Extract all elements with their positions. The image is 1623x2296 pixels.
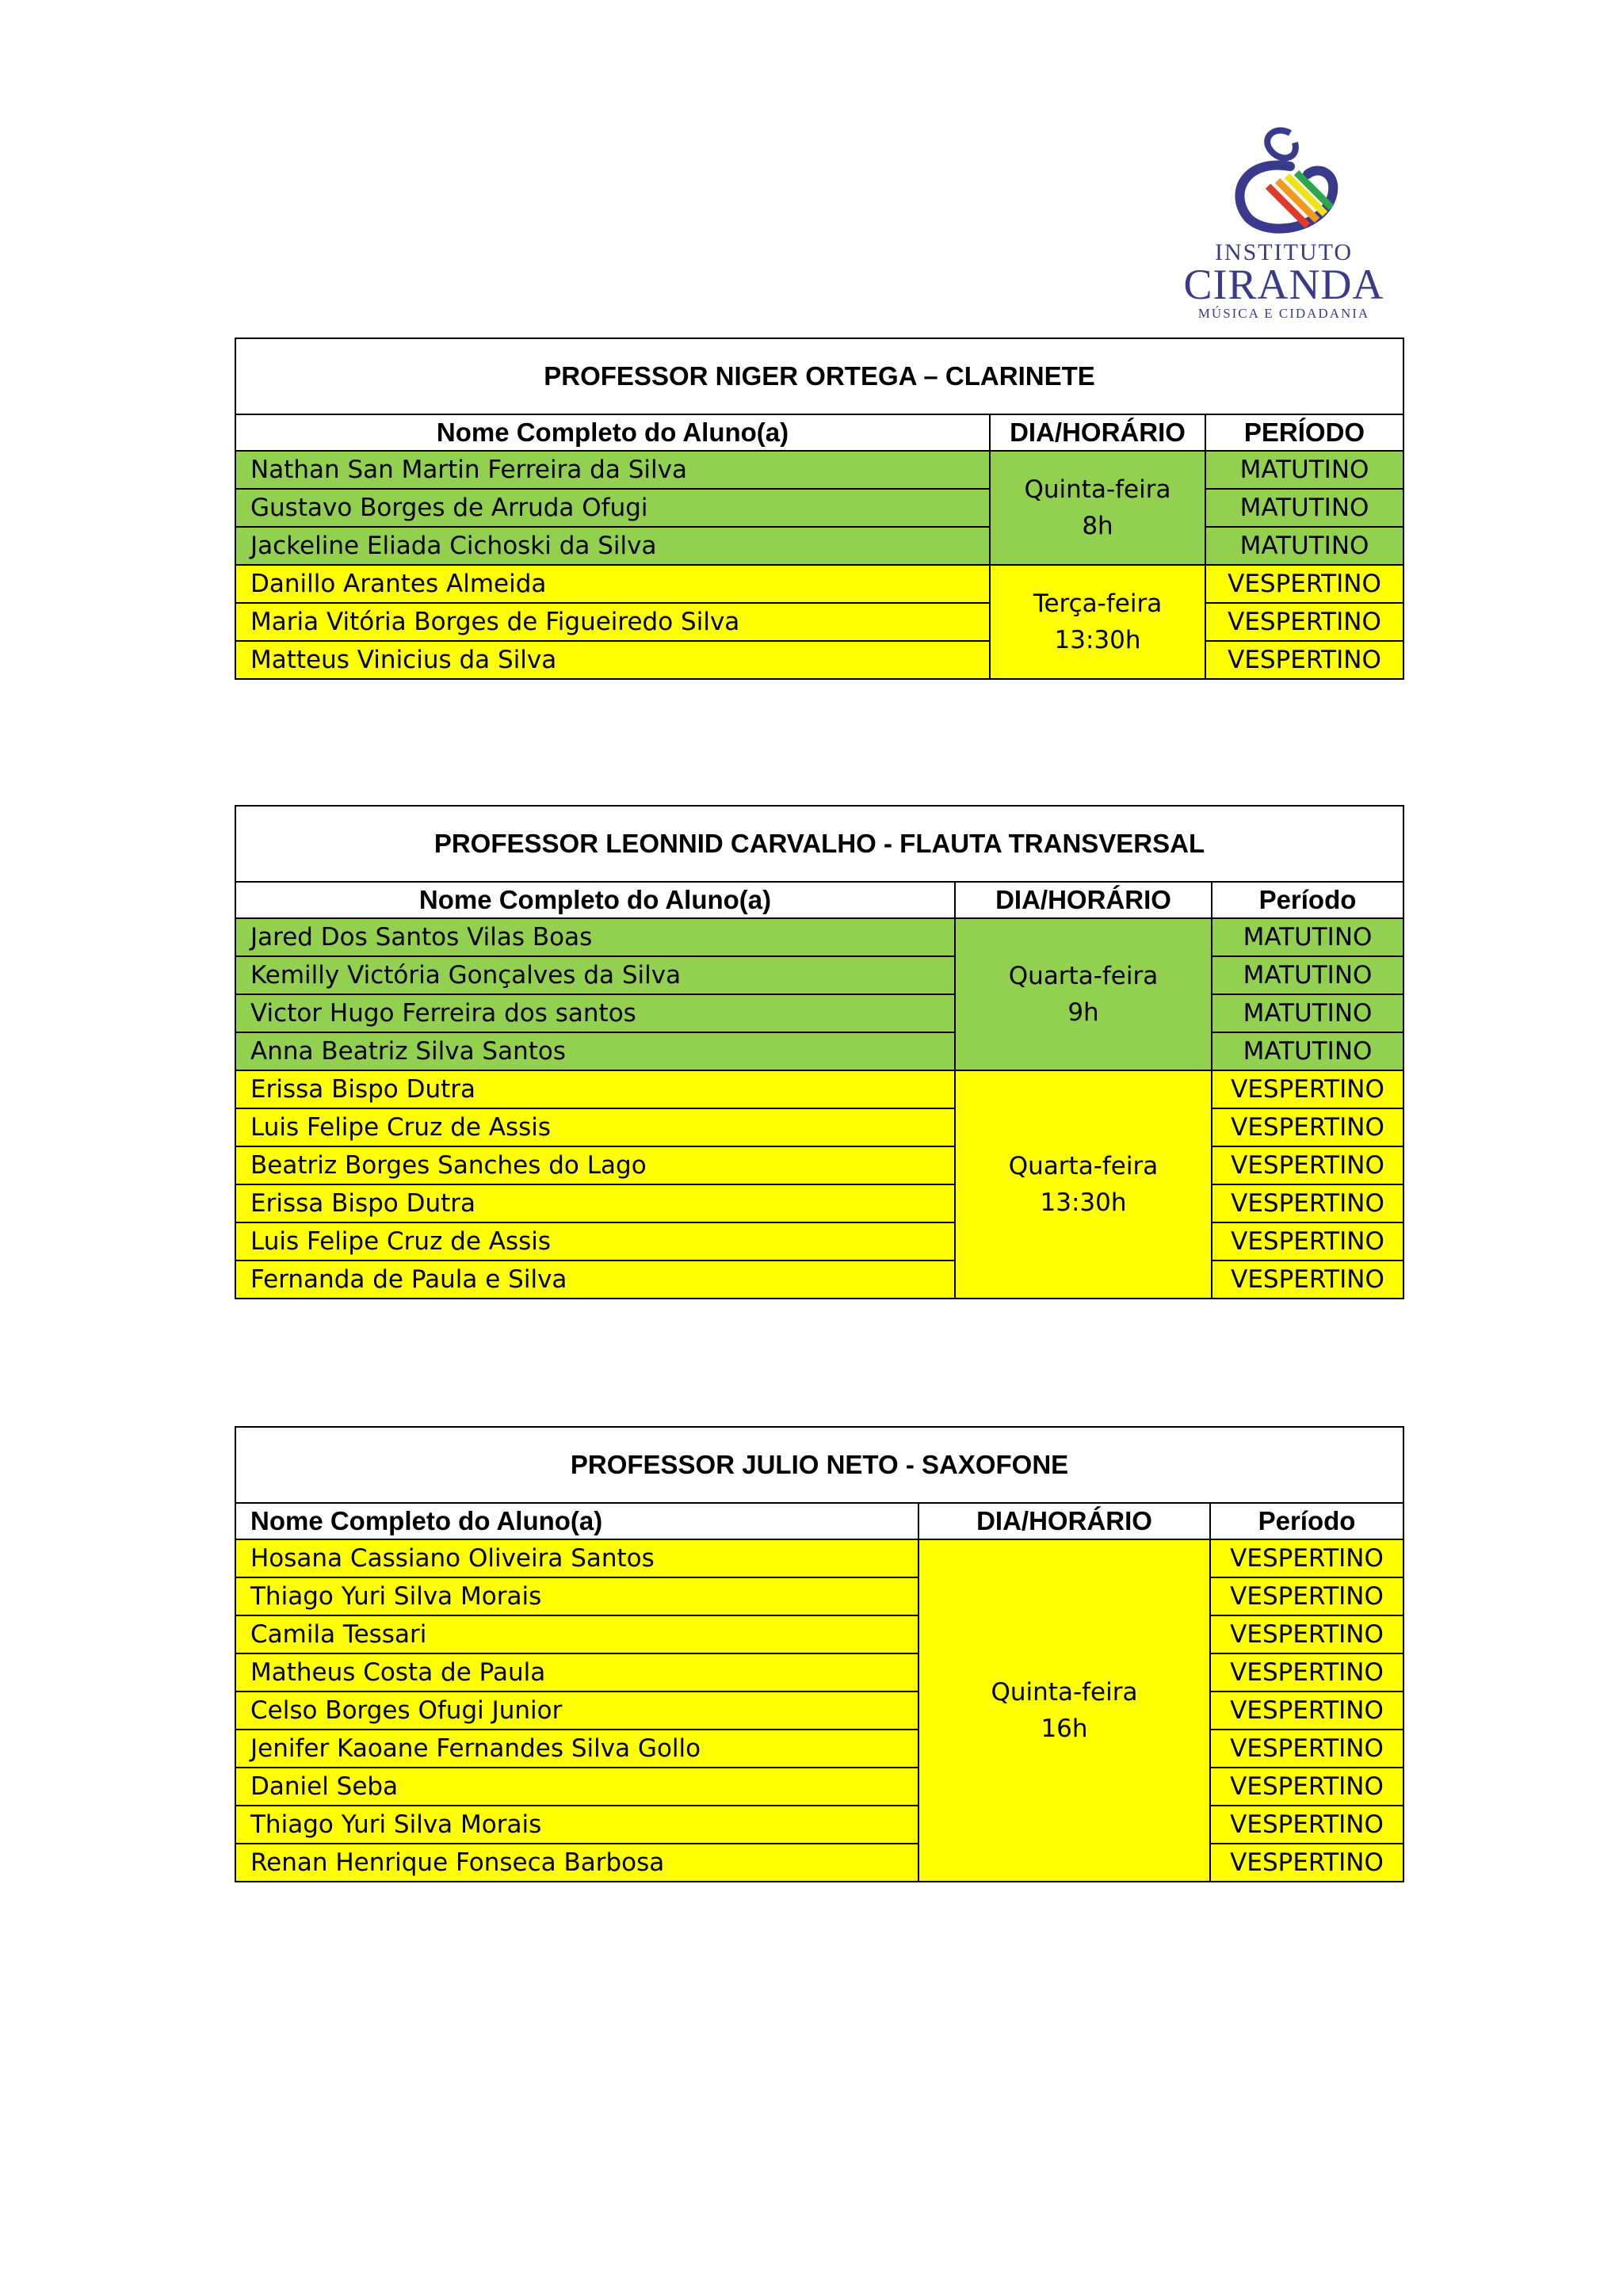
period: VESPERTINO [1212, 1108, 1403, 1146]
student-name: Thiago Yuri Silva Morais [235, 1806, 918, 1844]
time-label: 8h [1082, 512, 1113, 540]
student-name: Anna Beatriz Silva Santos [235, 1032, 955, 1070]
header-period: PERÍODO [1205, 414, 1403, 451]
student-name: Victor Hugo Ferreira dos santos [235, 994, 955, 1032]
day-time-cell [918, 1539, 1210, 1882]
table-title: PROFESSOR JULIO NETO - SAXOFONE [235, 1427, 1403, 1503]
table-row [235, 1653, 1403, 1691]
student-name: Hosana Cassiano Oliveira Santos [235, 1539, 918, 1577]
period: VESPERTINO [1210, 1615, 1403, 1653]
header-period: Período [1212, 882, 1403, 918]
student-name: Daniel Seba [235, 1768, 918, 1806]
period: VESPERTINO [1212, 1146, 1403, 1184]
table-row [235, 1261, 1403, 1299]
header-day-time: DIA/HORÁRIO [990, 414, 1205, 451]
student-name: Beatriz Borges Sanches do Lago [235, 1146, 955, 1184]
header-name: Nome Completo do Aluno(a) [235, 1503, 918, 1539]
period: VESPERTINO [1210, 1691, 1403, 1730]
table-row [235, 1070, 1403, 1108]
schedule-table-flauta [235, 805, 1404, 1299]
day-time-cell [990, 565, 1205, 679]
time-label: 13:30h [1040, 1188, 1127, 1217]
table-row [235, 603, 1403, 641]
period: VESPERTINO [1210, 1806, 1403, 1844]
instituto-ciranda-logo [1181, 119, 1387, 321]
period: VESPERTINO [1210, 1577, 1403, 1615]
period: MATUTINO [1212, 1032, 1403, 1070]
period: VESPERTINO [1212, 1261, 1403, 1299]
student-name: Jackeline Eliada Cichoski da Silva [235, 527, 990, 565]
period: VESPERTINO [1210, 1730, 1403, 1768]
period: MATUTINO [1212, 956, 1403, 994]
table-row [235, 994, 1403, 1032]
table-title: PROFESSOR NIGER ORTEGA – CLARINETE [235, 338, 1403, 414]
table-row [235, 956, 1403, 994]
treble-clef-icon [1212, 119, 1355, 238]
table-row [235, 1577, 1403, 1615]
student-name: Luis Felipe Cruz de Assis [235, 1108, 955, 1146]
period: VESPERTINO [1212, 1184, 1403, 1222]
table-row [235, 641, 1403, 679]
student-name: Jared Dos Santos Vilas Boas [235, 918, 955, 956]
period: VESPERTINO [1210, 1768, 1403, 1806]
day-label: Terça-feira [1033, 589, 1163, 618]
day-label: Quarta-feira [1008, 962, 1159, 990]
student-name: Nathan San Martin Ferreira da Silva [235, 451, 990, 489]
student-name: Renan Henrique Fonseca Barbosa [235, 1844, 918, 1882]
table-row [235, 1768, 1403, 1806]
table-row [235, 565, 1403, 603]
day-time-cell [955, 918, 1212, 1070]
logo-text-instituto: INSTITUTO [1214, 239, 1354, 265]
period: VESPERTINO [1210, 1653, 1403, 1691]
table-row [235, 918, 1403, 956]
header-name: Nome Completo do Aluno(a) [235, 882, 955, 918]
time-label: 9h [1067, 998, 1099, 1027]
table-row [235, 489, 1403, 527]
period: VESPERTINO [1205, 641, 1403, 679]
table-row [235, 1184, 1403, 1222]
student-name: Fernanda de Paula e Silva [235, 1261, 955, 1299]
table-row [235, 1691, 1403, 1730]
day-label: Quarta-feira [1008, 1152, 1159, 1180]
time-label: 16h [1041, 1714, 1088, 1743]
period: VESPERTINO [1210, 1539, 1403, 1577]
student-name: Erissa Bispo Dutra [235, 1184, 955, 1222]
period: VESPERTINO [1212, 1070, 1403, 1108]
day-time-cell [990, 451, 1205, 565]
table-row [235, 1844, 1403, 1882]
period: VESPERTINO [1212, 1222, 1403, 1261]
period: MATUTINO [1205, 451, 1403, 489]
student-name: Matteus Vinicius da Silva [235, 641, 990, 679]
day-label: Quinta-feira [1024, 475, 1171, 504]
period: VESPERTINO [1210, 1844, 1403, 1882]
student-name: Matheus Costa de Paula [235, 1653, 918, 1691]
header-day-time: DIA/HORÁRIO [955, 882, 1212, 918]
time-label: 13:30h [1054, 626, 1141, 654]
logo-text-ciranda: CIRANDA [1183, 261, 1384, 308]
day-time-cell [955, 1070, 1212, 1299]
logo-text-tagline: MÚSICA E CIDADANIA [1197, 306, 1370, 321]
student-name: Thiago Yuri Silva Morais [235, 1577, 918, 1615]
table-title: PROFESSOR LEONNID CARVALHO - FLAUTA TRANSVERSAL [235, 806, 1403, 882]
table-row [235, 1146, 1403, 1184]
period: MATUTINO [1205, 489, 1403, 527]
period: MATUTINO [1205, 527, 1403, 565]
schedule-table-clarinete [235, 338, 1404, 680]
table-row [235, 1539, 1403, 1577]
student-name: Gustavo Borges de Arruda Ofugi [235, 489, 990, 527]
student-name: Erissa Bispo Dutra [235, 1070, 955, 1108]
student-name: Maria Vitória Borges de Figueiredo Silva [235, 603, 990, 641]
header-day-time: DIA/HORÁRIO [918, 1503, 1210, 1539]
period: VESPERTINO [1205, 565, 1403, 603]
student-name: Jenifer Kaoane Fernandes Silva Gollo [235, 1730, 918, 1768]
header-name: Nome Completo do Aluno(a) [235, 414, 990, 451]
student-name: Celso Borges Ofugi Junior [235, 1691, 918, 1730]
table-row [235, 1222, 1403, 1261]
table-row [235, 1615, 1403, 1653]
table-row [235, 527, 1403, 565]
day-label: Quinta-feira [991, 1678, 1138, 1707]
student-name: Kemilly Victória Gonçalves da Silva [235, 956, 955, 994]
student-name: Luis Felipe Cruz de Assis [235, 1222, 955, 1261]
table-row [235, 1032, 1403, 1070]
student-name: Camila Tessari [235, 1615, 918, 1653]
period: MATUTINO [1212, 994, 1403, 1032]
table-row [235, 1806, 1403, 1844]
schedule-table-saxofone [235, 1426, 1404, 1882]
table-row [235, 1108, 1403, 1146]
period: MATUTINO [1212, 918, 1403, 956]
table-row [235, 451, 1403, 489]
student-name: Danillo Arantes Almeida [235, 565, 990, 603]
header-period: Período [1210, 1503, 1403, 1539]
period: VESPERTINO [1205, 603, 1403, 641]
table-row [235, 1730, 1403, 1768]
